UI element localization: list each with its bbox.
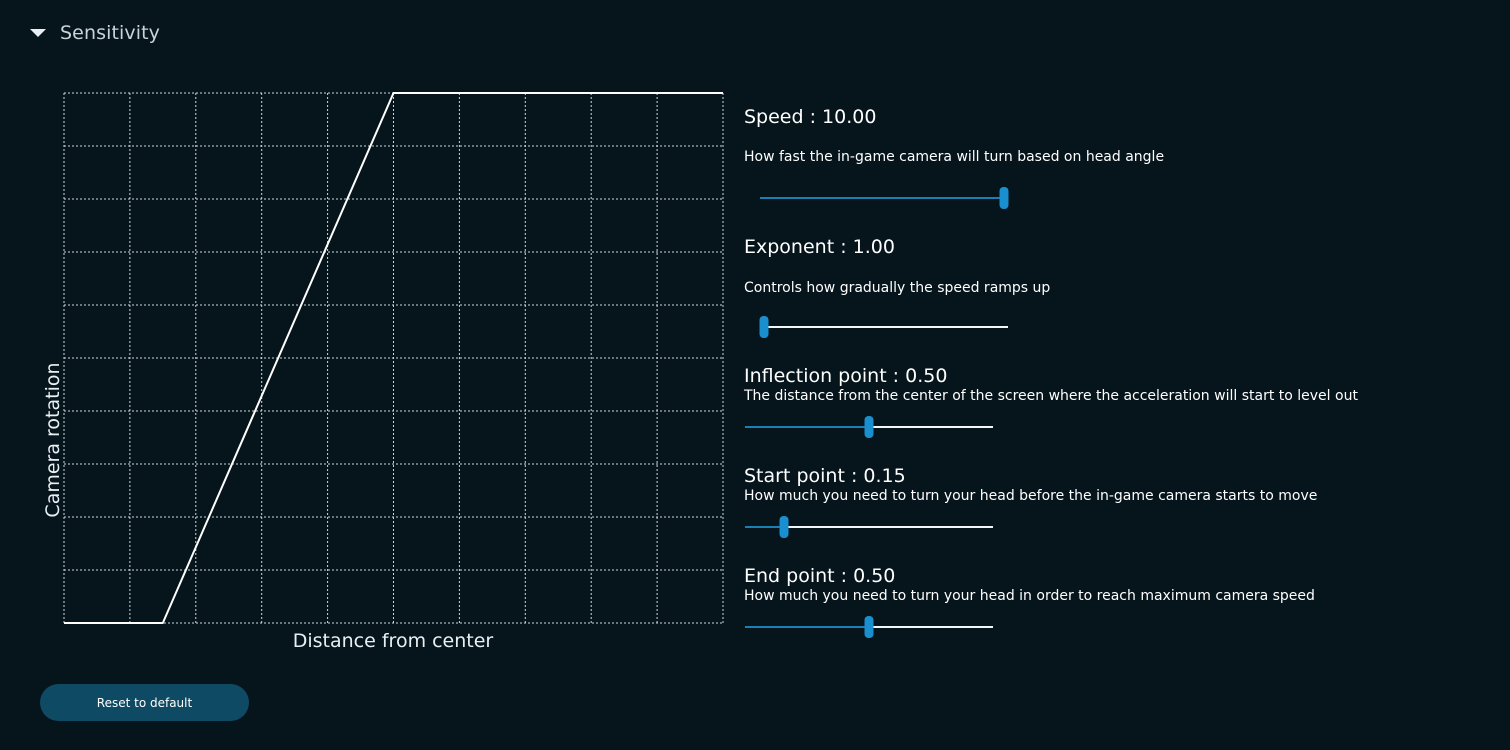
setting-title: Exponent : 1.00 (744, 236, 895, 258)
caret-down-icon[interactable] (30, 29, 46, 37)
settings-list (744, 0, 1504, 750)
setting-speed (744, 106, 1444, 165)
slider-thumb[interactable] (779, 516, 788, 538)
slider-track-fill (745, 526, 784, 528)
setting-description: How much you need to turn your head in order to reach maximum camera speed (744, 588, 1315, 604)
slider-track-fill (745, 626, 869, 628)
setting-description: How fast the in-game camera will turn based on head angle (744, 149, 1165, 165)
slider-track (764, 326, 1008, 328)
setting-description: How much you need to turn your head before the in-game camera starts to move (744, 488, 1318, 504)
slider-track-fill (745, 426, 869, 428)
setting-title: End point : 0.50 (744, 565, 896, 587)
chart-plot (30, 80, 730, 640)
setting-exponent (744, 236, 1444, 296)
slider-thumb[interactable] (865, 416, 874, 438)
slider-track (869, 626, 993, 628)
slider-track (784, 526, 993, 528)
x-axis-label: Distance from center (292, 630, 494, 652)
speed-slider[interactable] (760, 187, 1006, 209)
start-point-slider[interactable] (745, 516, 993, 538)
slider-track-fill (760, 197, 1004, 199)
setting-inflection-point (744, 365, 1444, 404)
setting-description: Controls how gradually the speed ramps up (744, 280, 1051, 296)
reset-to-default-button[interactable]: Reset to default (40, 684, 249, 721)
setting-start-point (744, 465, 1444, 504)
inflection-point-slider[interactable] (745, 416, 993, 438)
slider-track (869, 426, 993, 428)
setting-description: The distance from the center of the screen where the acceleration will start to level out (744, 388, 1358, 404)
exponent-slider[interactable] (762, 316, 1008, 338)
setting-end-point (744, 565, 1444, 604)
setting-title: Speed : 10.00 (744, 106, 877, 128)
setting-title: Start point : 0.15 (744, 465, 906, 487)
sensitivity-chart (30, 80, 730, 660)
end-point-slider[interactable] (745, 616, 993, 638)
slider-thumb[interactable] (1000, 187, 1009, 209)
slider-thumb[interactable] (865, 616, 874, 638)
y-axis-label: Camera rotation (42, 362, 64, 518)
slider-thumb[interactable] (760, 316, 769, 338)
section-title: Sensitivity (60, 22, 161, 44)
setting-title: Inflection point : 0.50 (744, 365, 948, 387)
sensitivity-section-header[interactable] (30, 22, 160, 44)
